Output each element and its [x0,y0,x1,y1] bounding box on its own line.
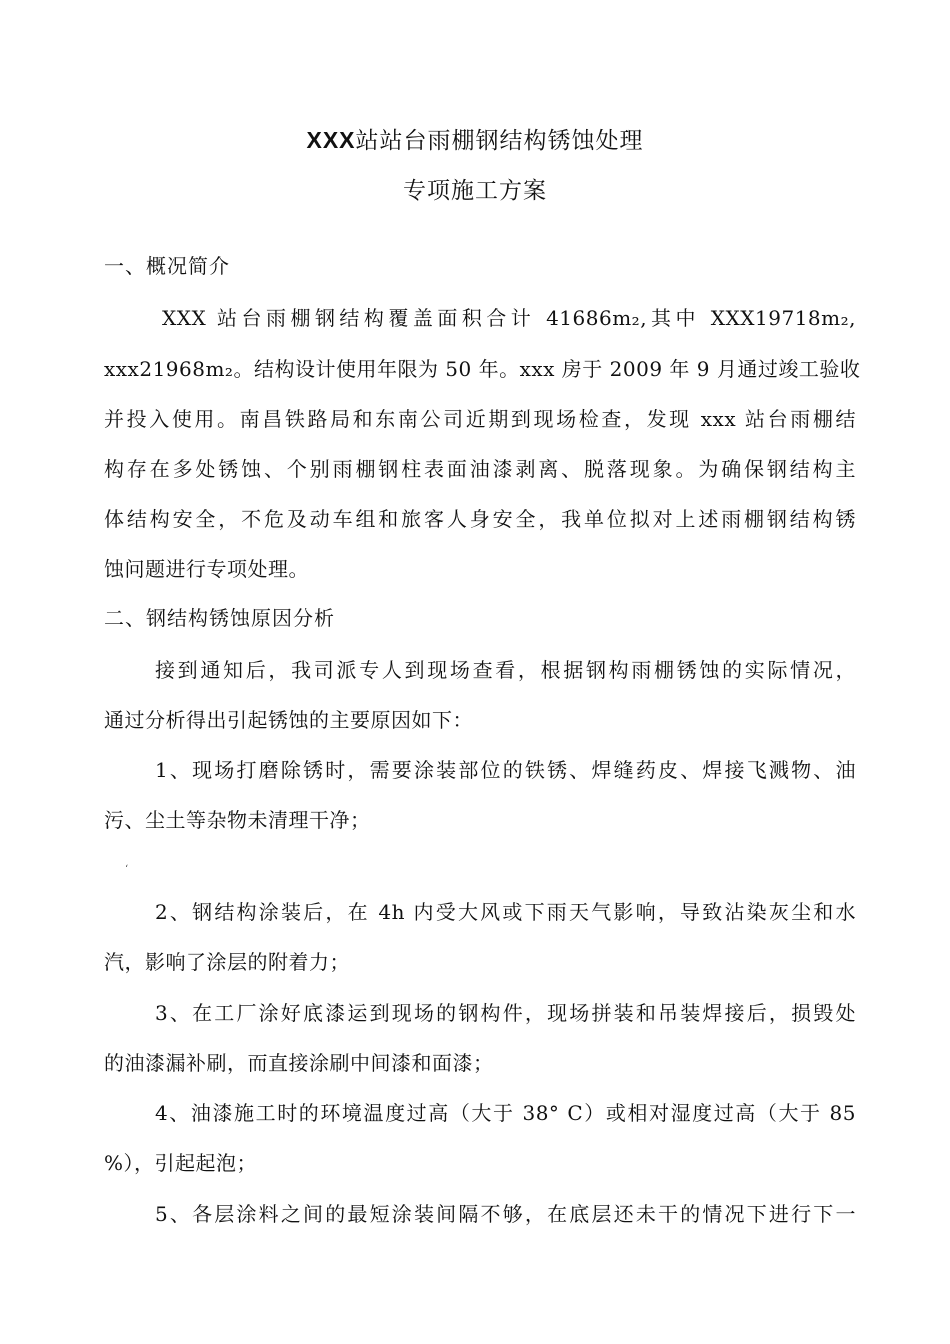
title-main: 站站台雨棚钢结构锈蚀处理 [355,128,644,154]
stray-mark: ‘ [125,864,129,875]
section2-intro-line: 通过分析得出引起锈蚀的主要原因如下： [104,708,473,732]
section2-heading: 二、钢结构锈蚀原因分析 [104,606,335,630]
section1-line: 并投入使用。南昌铁路局和东南公司近期到现场检查，发现 xxx 站台雨棚结 [104,407,856,431]
document-subtitle: 专项施工方案 [403,178,547,204]
cause-item-4-cont: %），引起起泡； [104,1151,258,1175]
section1-line: 体结构安全，不危及动车组和旅客人身安全，我单位拟对上述雨棚钢结构锈 [104,507,856,531]
section1-line: 构存在多处锈蚀、个别雨棚钢柱表面油漆剥离、脱落现象。为确保钢结构主 [104,457,856,481]
section1-line: XXX 站台雨棚钢结构覆盖面积合计 41686m₂,其中 XXX19718m₂, [162,306,856,330]
title-prefix: XXX [306,127,356,153]
section1-line: xxx21968m₂。结构设计使用年限为 50 年。xxx 房于 2009 年 9 月通过竣工验收 [104,357,861,381]
cause-item-1: 1、现场打磨除锈时，需要涂装部位的铁锈、焊缝药皮、焊接飞溅物、油 [155,758,856,782]
cause-item-5: 5、各层涂料之间的最短涂装间隔不够，在底层还未干的情况下进行下一 [155,1202,856,1226]
section2-intro-line: 接到通知后，我司派专人到现场查看，根据钢构雨棚锈蚀的实际情况， [155,658,856,682]
cause-item-2-cont: 汽，影响了涂层的附着力； [104,950,350,974]
cause-item-3-cont: 的油漆漏补刷，而直接涂刷中间漆和面漆； [104,1051,494,1075]
cause-item-1-cont: 污、尘土等杂物未清理干净； [104,808,371,832]
section1-heading: 一、概况简介 [104,254,230,278]
cause-item-2: 2、钢结构涂装后，在 4h 内受大风或下雨天气影响，导致沾染灰尘和水 [155,900,856,924]
cause-item-3: 3、在工厂涂好底漆运到现场的钢构件，现场拼装和吊装焊接后，损毁处 [155,1001,856,1025]
section1-line: 蚀问题进行专项处理。 [104,557,309,581]
cause-item-4: 4、油漆施工时的环境温度过高（大于 38° C）或相对湿度过高（大于 85 [155,1101,856,1125]
document-title [0,122,950,155]
